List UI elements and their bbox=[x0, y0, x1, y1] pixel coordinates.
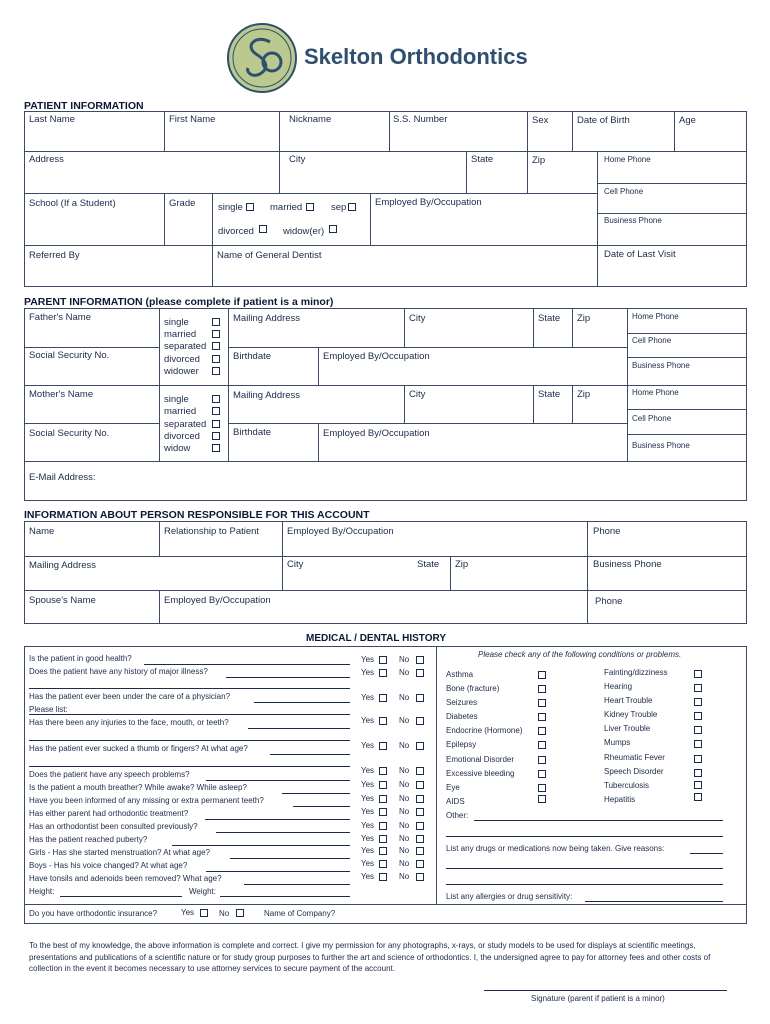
ssn-label: S.S. Number bbox=[393, 114, 448, 125]
conditions-header: Please check any of the following conditions or problems. bbox=[478, 650, 682, 659]
patient-section-heading: PATIENT INFORMATION bbox=[24, 100, 144, 112]
puberty-no-label: No bbox=[399, 834, 410, 843]
first-name-label: First Name bbox=[169, 114, 216, 125]
cond-bone-checkbox[interactable] bbox=[538, 685, 546, 693]
major-illness-yes-checkbox[interactable] bbox=[379, 669, 387, 677]
cond-liver-checkbox[interactable] bbox=[694, 726, 702, 734]
email-label: E-Mail Address: bbox=[29, 472, 96, 483]
cond-mumps-checkbox[interactable] bbox=[694, 740, 702, 748]
physician-care-yes-label: Yes bbox=[361, 693, 375, 702]
cond-endocrine: Endocrine (Hormone) bbox=[446, 726, 523, 735]
cond-mumps: Mumps bbox=[604, 738, 631, 747]
thumb-sucking-yes-label: Yes bbox=[361, 741, 375, 750]
divorced-label: divorced bbox=[218, 226, 254, 237]
q3: Has the patient ever been under the care of a physician? bbox=[29, 692, 231, 701]
q7: Is the patient a mouth breather? While awake? While asleep? bbox=[29, 783, 247, 792]
mother-divorced-label: divorced bbox=[164, 431, 200, 442]
good-health-yes-checkbox[interactable] bbox=[379, 656, 387, 664]
injuries-no-label: No bbox=[399, 716, 410, 725]
mother-married-label: married bbox=[164, 406, 197, 417]
mother-home-phone-label: Home Phone bbox=[632, 388, 679, 397]
mother-single-checkbox[interactable] bbox=[212, 395, 220, 403]
menstruation-yes-checkbox[interactable] bbox=[379, 847, 387, 855]
mouth-breather-no-label: No bbox=[399, 780, 410, 789]
school-label: School (If a Student) bbox=[29, 198, 116, 209]
medical-heading: MEDICAL / DENTAL HISTORY bbox=[306, 633, 447, 644]
cond-heart: Heart Trouble bbox=[604, 696, 653, 705]
cond-aids: AIDS bbox=[446, 797, 465, 806]
grade-label: Grade bbox=[169, 198, 196, 209]
mother-state-label: State bbox=[538, 389, 561, 400]
cond-tb: Tuberculosis bbox=[604, 781, 650, 790]
father-widower-checkbox[interactable] bbox=[212, 367, 220, 375]
cond-speech-checkbox[interactable] bbox=[694, 769, 702, 777]
mother-name-label: Mother's Name bbox=[29, 389, 94, 400]
menstruation-yes-label: Yes bbox=[361, 846, 375, 855]
home-phone-label: Home Phone bbox=[604, 155, 651, 164]
mother-business-phone-label: Business Phone bbox=[632, 441, 690, 450]
sep-label: sep bbox=[331, 202, 347, 213]
q14: Have tonsils and adenoids been removed? What age? bbox=[29, 874, 222, 883]
menstruation-no-checkbox[interactable] bbox=[416, 847, 424, 855]
widower-label: widow(er) bbox=[283, 226, 325, 237]
logo bbox=[226, 22, 298, 94]
allergies-label: List any allergies or drug sensitivity: bbox=[446, 892, 573, 901]
father-mailing-label: Mailing Address bbox=[233, 313, 301, 324]
last-name-label: Last Name bbox=[29, 114, 75, 125]
cond-fainting-checkbox[interactable] bbox=[694, 670, 702, 678]
major-illness-no-label: No bbox=[399, 668, 410, 677]
q3b: Please list: bbox=[29, 705, 68, 714]
voice-changed-no-checkbox[interactable] bbox=[416, 860, 424, 868]
cond-diabetes-checkbox[interactable] bbox=[538, 713, 546, 721]
practice-name: Skelton Orthodontics bbox=[304, 44, 528, 69]
tonsils-no-label: No bbox=[399, 872, 410, 881]
mother-zip-label: Zip bbox=[577, 389, 591, 400]
parent-ortho-yes-checkbox[interactable] bbox=[379, 808, 387, 816]
q11: Has the patient reached puberty? bbox=[29, 835, 148, 844]
zip-label: Zip bbox=[532, 155, 546, 166]
parent-ortho-no-label: No bbox=[399, 807, 410, 816]
consent-text: To the best of my knowledge, the above information is complete and correct. I give my permission for any photographs, x-rays, or study models to be used for displays at scientific meetings, presentations and publications of a scientific nature or for study group purposes to further the art and science of orthodontics. I, the undersigned agree to pay for attorney fees and other costs of collection in the event it becomes necessary to use attorney services to secure payment of the account. bbox=[29, 941, 711, 973]
speech-problems-yes-checkbox[interactable] bbox=[379, 767, 387, 775]
missing-teeth-yes-checkbox[interactable] bbox=[379, 795, 387, 803]
resp-state-label: State bbox=[417, 559, 440, 570]
other-label: Other: bbox=[446, 811, 469, 820]
voice-changed-no-label: No bbox=[399, 859, 410, 868]
resp-employed-label: Employed By/Occupation bbox=[287, 526, 394, 537]
tonsils-yes-label: Yes bbox=[361, 872, 375, 881]
mouth-breather-no-checkbox[interactable] bbox=[416, 781, 424, 789]
ortho-consulted-no-checkbox[interactable] bbox=[416, 822, 424, 830]
q9: Has either parent had orthodontic treatment? bbox=[29, 809, 189, 818]
height-label: Height: bbox=[29, 887, 55, 896]
cond-rheumatic: Rheumatic Fever bbox=[604, 753, 665, 762]
employed-label: Employed By/Occupation bbox=[375, 197, 482, 208]
resp-mailing-label: Mailing Address bbox=[29, 560, 97, 571]
spouse-phone-label: Phone bbox=[595, 596, 623, 607]
resp-relationship-label: Relationship to Patient bbox=[164, 526, 260, 537]
cond-speech: Speech Disorder bbox=[604, 767, 664, 776]
thumb-sucking-no-checkbox[interactable] bbox=[416, 742, 424, 750]
cond-bleeding: Excessive bleeding bbox=[446, 769, 515, 778]
mother-separated-label: separated bbox=[164, 419, 207, 430]
signature-label: Signature (parent if patient is a minor) bbox=[531, 994, 665, 1003]
menstruation-no-label: No bbox=[399, 846, 410, 855]
father-married-checkbox[interactable] bbox=[212, 330, 220, 338]
resp-phone-label: Phone bbox=[593, 526, 621, 537]
cond-eye: Eye bbox=[446, 783, 460, 792]
dentist-label: Name of General Dentist bbox=[217, 250, 322, 261]
q2: Does the patient have any history of major illness? bbox=[29, 667, 208, 676]
company-label: Name of Company? bbox=[264, 909, 336, 918]
father-home-phone-label: Home Phone bbox=[632, 312, 679, 321]
father-birthdate-label: Birthdate bbox=[233, 351, 272, 362]
resp-city-label: City bbox=[287, 559, 304, 570]
spouse-name-label: Spouse's Name bbox=[29, 595, 96, 606]
father-divorced-checkbox[interactable] bbox=[212, 355, 220, 363]
tonsils-yes-checkbox[interactable] bbox=[379, 873, 387, 881]
insurance-no-checkbox[interactable] bbox=[236, 909, 244, 917]
cond-hepatitis: Hepatitis bbox=[604, 795, 636, 804]
mother-widow-checkbox[interactable] bbox=[212, 444, 220, 452]
good-health-no-label: No bbox=[399, 655, 410, 664]
cond-emotional: Emotional Disorder bbox=[446, 755, 515, 764]
q12: Girls - Has she started menstruation? At what age? bbox=[29, 848, 210, 857]
mother-separated-checkbox[interactable] bbox=[212, 420, 220, 428]
ortho-consulted-no-label: No bbox=[399, 821, 410, 830]
father-cell-phone-label: Cell Phone bbox=[632, 336, 672, 345]
weight-label: Weight: bbox=[189, 887, 216, 896]
last-visit-label: Date of Last Visit bbox=[604, 249, 676, 260]
city-label: City bbox=[289, 154, 306, 165]
q1: Is the patient in good health? bbox=[29, 654, 132, 663]
father-state-label: State bbox=[538, 313, 561, 324]
insurance-label: Do you have orthodontic insurance? bbox=[29, 909, 158, 918]
mother-cell-phone-label: Cell Phone bbox=[632, 414, 672, 423]
q8: Have you been informed of any missing or extra permanent teeth? bbox=[29, 796, 264, 805]
puberty-no-checkbox[interactable] bbox=[416, 835, 424, 843]
parent-ortho-no-checkbox[interactable] bbox=[416, 808, 424, 816]
injuries-yes-label: Yes bbox=[361, 716, 375, 725]
insurance-no-label: No bbox=[219, 909, 230, 918]
father-city-label: City bbox=[409, 313, 426, 324]
cond-hepatitis-checkbox[interactable] bbox=[694, 793, 702, 801]
speech-problems-no-label: No bbox=[399, 766, 410, 775]
tonsils-no-checkbox[interactable] bbox=[416, 873, 424, 881]
cond-fainting: Fainting/dizziness bbox=[604, 668, 668, 677]
father-married-label: married bbox=[164, 329, 197, 340]
cond-rheumatic-checkbox[interactable] bbox=[694, 755, 702, 763]
cond-seizures: Seizures bbox=[446, 698, 478, 707]
missing-teeth-no-label: No bbox=[399, 794, 410, 803]
father-separated-checkbox[interactable] bbox=[212, 342, 220, 350]
major-illness-yes-label: Yes bbox=[361, 668, 375, 677]
sex-label: Sex bbox=[532, 115, 549, 126]
cond-hearing: Hearing bbox=[604, 682, 633, 691]
cond-seizures-checkbox[interactable] bbox=[538, 699, 546, 707]
puberty-yes-checkbox[interactable] bbox=[379, 835, 387, 843]
cond-kidney: Kidney Trouble bbox=[604, 710, 658, 719]
missing-teeth-no-checkbox[interactable] bbox=[416, 795, 424, 803]
q13: Boys - Has his voice changed? At what age? bbox=[29, 861, 188, 870]
cell-phone-label: Cell Phone bbox=[604, 187, 644, 196]
responsible-section-heading: INFORMATION ABOUT PERSON RESPONSIBLE FOR THIS ACCOUNT bbox=[24, 509, 370, 521]
referred-label: Referred By bbox=[29, 250, 80, 261]
injuries-no-checkbox[interactable] bbox=[416, 717, 424, 725]
thumb-sucking-no-label: No bbox=[399, 741, 410, 750]
q6: Does the patient have any speech problems? bbox=[29, 770, 190, 779]
cond-bone: Bone (fracture) bbox=[446, 684, 500, 693]
good-health-no-checkbox[interactable] bbox=[416, 656, 424, 664]
mother-single-label: single bbox=[164, 394, 189, 405]
mouth-breather-yes-checkbox[interactable] bbox=[379, 781, 387, 789]
parent-section-heading: PARENT INFORMATION (please complete if patient is a minor) bbox=[24, 296, 334, 308]
age-label: Age bbox=[679, 115, 696, 126]
father-employed-label: Employed By/Occupation bbox=[323, 351, 430, 362]
physician-care-no-checkbox[interactable] bbox=[416, 694, 424, 702]
resp-name-label: Name bbox=[29, 526, 55, 537]
mother-mailing-label: Mailing Address bbox=[233, 390, 301, 401]
sep-checkbox[interactable] bbox=[348, 203, 356, 211]
single-label: single bbox=[218, 202, 243, 213]
ortho-consulted-yes-checkbox[interactable] bbox=[379, 822, 387, 830]
nickname-label: Nickname bbox=[289, 114, 332, 125]
cond-bleeding-checkbox[interactable] bbox=[538, 770, 546, 778]
puberty-yes-label: Yes bbox=[361, 834, 375, 843]
injuries-yes-checkbox[interactable] bbox=[379, 717, 387, 725]
cond-asthma: Asthma bbox=[446, 670, 474, 679]
cond-endocrine-checkbox[interactable] bbox=[538, 727, 546, 735]
father-single-label: single bbox=[164, 317, 189, 328]
divorced-checkbox[interactable] bbox=[259, 225, 267, 233]
mother-employed-label: Employed By/Occupation bbox=[323, 428, 430, 439]
major-illness-no-checkbox[interactable] bbox=[416, 669, 424, 677]
father-widower-label: widower bbox=[164, 366, 199, 377]
signature-line[interactable] bbox=[484, 990, 727, 991]
cond-kidney-checkbox[interactable] bbox=[694, 712, 702, 720]
cond-epilepsy-checkbox[interactable] bbox=[538, 741, 546, 749]
mother-birthdate-label: Birthdate bbox=[233, 427, 272, 438]
father-business-phone-label: Business Phone bbox=[632, 361, 690, 370]
married-label: married bbox=[270, 202, 303, 213]
cond-tb-checkbox[interactable] bbox=[694, 781, 702, 789]
resp-zip-label: Zip bbox=[455, 559, 469, 570]
mother-divorced-checkbox[interactable] bbox=[212, 432, 220, 440]
speech-problems-no-checkbox[interactable] bbox=[416, 767, 424, 775]
voice-changed-yes-checkbox[interactable] bbox=[379, 860, 387, 868]
cond-eye-checkbox[interactable] bbox=[538, 784, 546, 792]
father-separated-label: separated bbox=[164, 341, 207, 352]
missing-teeth-yes-label: Yes bbox=[361, 794, 375, 803]
insurance-yes-checkbox[interactable] bbox=[200, 909, 208, 917]
father-single-checkbox[interactable] bbox=[212, 318, 220, 326]
cond-epilepsy: Epilepsy bbox=[446, 740, 477, 749]
widower-checkbox[interactable] bbox=[329, 225, 337, 233]
state-label: State bbox=[471, 154, 494, 165]
q5: Has the patient ever sucked a thumb or fingers? At what age? bbox=[29, 744, 248, 753]
physician-care-yes-checkbox[interactable] bbox=[379, 694, 387, 702]
father-name-label: Father's Name bbox=[29, 312, 92, 323]
cond-diabetes: Diabetes bbox=[446, 712, 478, 721]
father-divorced-label: divorced bbox=[164, 354, 200, 365]
insurance-yes-label: Yes bbox=[181, 908, 195, 917]
physician-care-no-label: No bbox=[399, 693, 410, 702]
dob-label: Date of Birth bbox=[577, 115, 630, 126]
mother-city-label: City bbox=[409, 389, 426, 400]
single-checkbox[interactable] bbox=[246, 203, 254, 211]
mother-widow-label: widow bbox=[164, 443, 191, 454]
cond-aids-checkbox[interactable] bbox=[538, 795, 546, 803]
cond-asthma-checkbox[interactable] bbox=[538, 671, 546, 679]
thumb-sucking-yes-checkbox[interactable] bbox=[379, 742, 387, 750]
drugs-label: List any drugs or medications now being taken. Give reasons: bbox=[446, 844, 665, 853]
father-ssn-label: Social Security No. bbox=[29, 350, 110, 361]
voice-changed-yes-label: Yes bbox=[361, 859, 375, 868]
mother-married-checkbox[interactable] bbox=[212, 407, 220, 415]
q10: Has an orthodontist been consulted previously? bbox=[29, 822, 198, 831]
speech-problems-yes-label: Yes bbox=[361, 766, 375, 775]
mouth-breather-yes-label: Yes bbox=[361, 780, 375, 789]
ortho-consulted-yes-label: Yes bbox=[361, 821, 375, 830]
father-zip-label: Zip bbox=[577, 313, 591, 324]
cond-heart-checkbox[interactable] bbox=[694, 698, 702, 706]
cond-emotional-checkbox[interactable] bbox=[538, 756, 546, 764]
resp-business-phone-label: Business Phone bbox=[593, 559, 662, 570]
business-phone-label: Business Phone bbox=[604, 216, 662, 225]
address-label: Address bbox=[29, 154, 64, 165]
cond-hearing-checkbox[interactable] bbox=[694, 684, 702, 692]
mother-ssn-label: Social Security No. bbox=[29, 428, 110, 439]
good-health-yes-label: Yes bbox=[361, 655, 375, 664]
cond-liver: Liver Trouble bbox=[604, 724, 651, 733]
spouse-employed-label: Employed By/Occupation bbox=[164, 595, 271, 606]
parent-ortho-yes-label: Yes bbox=[361, 807, 375, 816]
married-checkbox[interactable] bbox=[306, 203, 314, 211]
q4: Has there been any injuries to the face, mouth, or teeth? bbox=[29, 718, 229, 727]
